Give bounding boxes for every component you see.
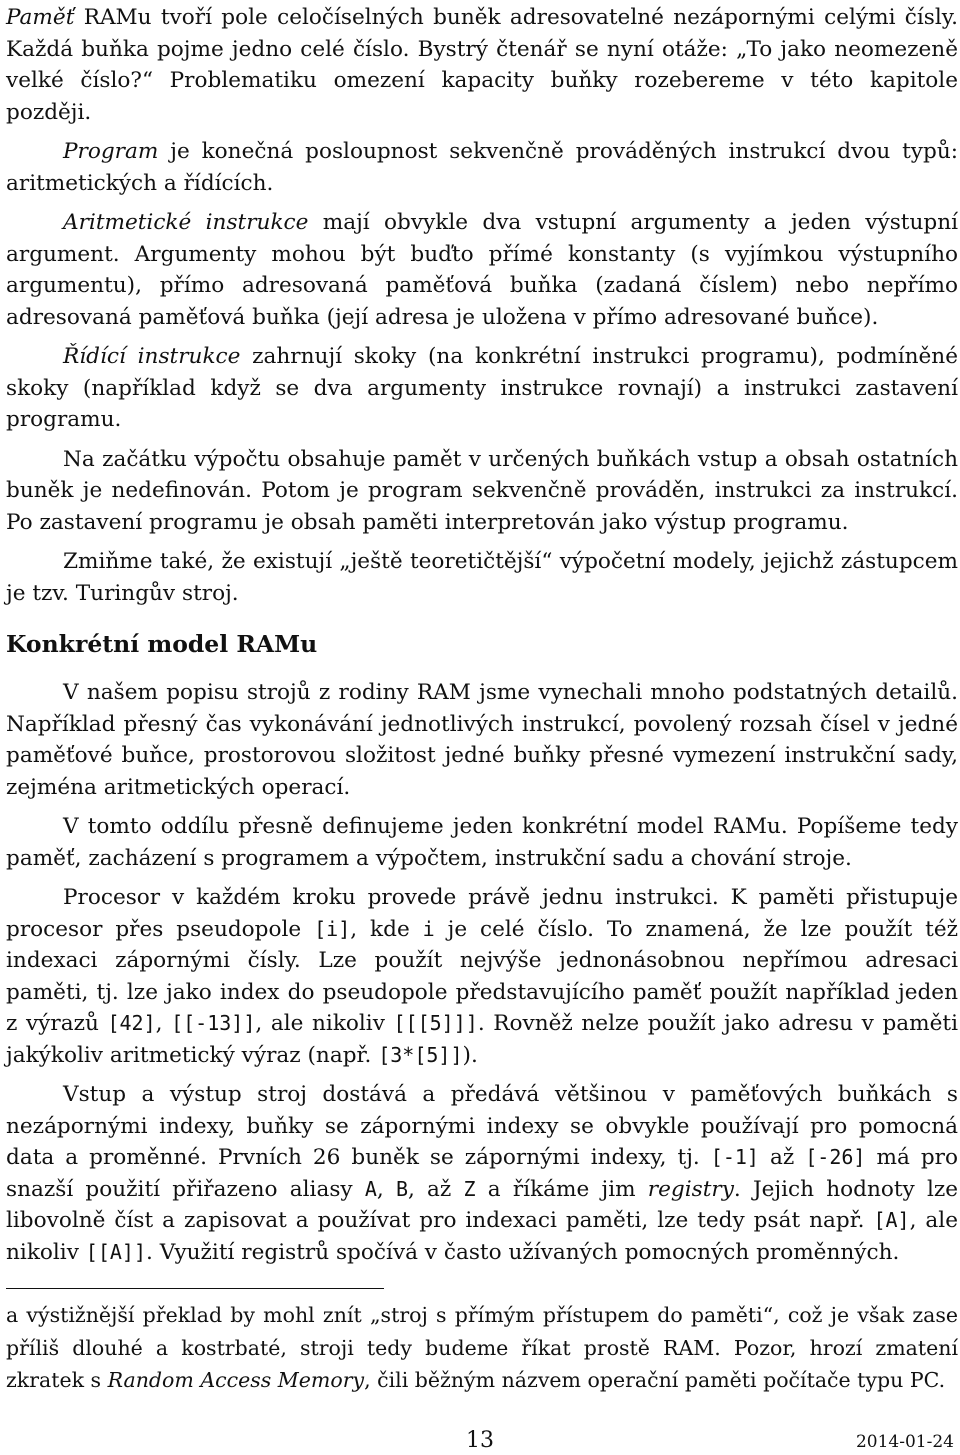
term-memory: Paměť — [6, 5, 75, 30]
term-registers: registry — [647, 1176, 734, 1202]
code-snippet: [i] — [314, 916, 351, 941]
paragraph-turing: Zmiňme také, že existují „ještě teoretičtější“ výpočetní modely, jejichž zástupcem je tzv. Turingův stroj. — [6, 549, 958, 606]
paragraph-definition: V tomto oddílu přesně definujeme jeden konkrétní model RAMu. Popíšeme tedy paměť, zacházení s programem a výpočtem, instrukční sadu a chování stroje. — [6, 814, 958, 871]
code-snippet: [-26] — [805, 1145, 866, 1169]
page-footer — [0, 1428, 960, 1452]
term-arithmetic: Aritmetické instrukce — [63, 210, 309, 235]
paragraph-program: Program je konečná posloupnost sekvenčně prováděných instrukcí dvou typů: aritmetických a řídících. — [6, 139, 958, 196]
section-heading: Konkrétní model RAMu — [6, 630, 318, 658]
term-program: Program — [63, 139, 159, 164]
code-snippet: [[A]] — [85, 1239, 146, 1264]
code-snippet: A — [364, 1176, 377, 1201]
code-snippet: i — [422, 916, 435, 941]
code-snippet: [42] — [107, 1011, 156, 1035]
footnote-text: a výstižnější překlad by mohl znít „stroj s přímým přístupem do paměti“, což je však zase příliš dlouhé a kostrbaté, stroji tedy budeme říkat prostě RAM. Pozor, hrozí zmatení zkratek s Random Access Memory, čili běžným názvem operační paměti počítače typu PC. — [6, 1303, 958, 1392]
code-snippet: [A] — [873, 1208, 910, 1232]
code-snippet: [-1] — [710, 1145, 759, 1169]
footnote — [6, 1299, 958, 1397]
term-random-access-memory: Random Access Memory — [107, 1368, 365, 1392]
page-number: 13 — [466, 1428, 494, 1453]
document-page — [6, 0, 958, 1397]
footnote-rule — [6, 1288, 384, 1289]
paragraph-registers: Vstup a výstup stroj dostává a předává většinou v paměťových buňkách s nezápornými indexy, buňky se zápornými indexy se obvykle používají pro pomocná data a proměnné. Prvních 26 buněk se zápornými indexy, tj. [-1] až [-26] má pro snazší použití přiřazeno aliasy A, B, až Z a říkáme jim registry. Jejich hodnoty lze libovolně číst a zapisovat a používat pro indexaci paměti, lze tedy psát např. [A], ale nikoliv [[A]]. Využití registrů spočívá v často užívaných pomocných proměnných. — [6, 1082, 959, 1265]
code-snippet: B — [395, 1176, 408, 1201]
code-snippet: Z — [463, 1176, 476, 1201]
paragraph-execution: Na začátku výpočtu obsahuje pamět v určených buňkách vstup a obsah ostatních buněk je nedefinován. Potom je program sekvenčně prováděn, instrukci za instrukcí. Po zastavení programu je obsah paměti interpretován jako výstup programu. — [6, 446, 958, 535]
paragraph-control: Řídící instrukce zahrnují skoky (na konkrétní instrukci programu), podmíněné skoky (například když se dva argumenty instrukce rovnají) a instrukci zastavení programu. — [6, 344, 958, 432]
paragraph-processor: Procesor v každém kroku provede právě jednu instrukci. K paměti přistupuje procesor přes pseudopole [i], kde i je celé číslo. To znamená, že lze použít též indexaci zápornými čísly. Lze použít nejvýše jednonásobnou nepřímou adresaci paměti, tj. lze jako index do pseudopole představujícího paměť použít například jeden z výrazů [42], [[-13]], ale nikoliv [[[5]]]. Rovněž nelze použít jako adresu v paměti jakýkoliv aritmetický výraz (např. [3*[5]]). — [6, 885, 959, 1068]
paragraph-arithmetic: Aritmetické instrukce mají obvykle dva vstupní argumenty a jeden výstupní argument. Argumenty mohou být buďto přímé konstanty (s vyjímkou výstupního argumentu), přímo adresovaná paměťová buňka (zadaná číslem) nebo nepřímo adresovaná paměťová buňka (její adresa je uložena v přímo adresované buňce). — [6, 210, 959, 330]
code-snippet: [3*[5]] — [378, 1042, 463, 1067]
paragraph-memory: Paměť RAMu tvoří pole celočíselných buněk adresovatelné nezápornými celými čísly. Každá buňka pojme jedno celé číslo. Bystrý čtenář se nyní otáže: „To jako neomezeně velké číslo?“ Problematiku omezení kapacity buňky rozebereme v této kapitole později. — [6, 5, 958, 125]
code-snippet: [[-13]] — [171, 1011, 256, 1035]
paragraph-details: V našem popisu strojů z rodiny RAM jsme vynechali mnoho podstatných detailů. Například přesný čas vykonávání jednotlivých instrukcí, povolený rozsah čísel v jedné paměťové buňce, prostorovou složitost jedné buňky přesné vymezení instrukční sady, zejména aritmetických operací. — [6, 680, 958, 800]
term-control: Řídící instrukce — [63, 344, 241, 369]
code-snippet: [[[5]]] — [393, 1011, 478, 1035]
footer-date: 2014-01-24 — [855, 1432, 954, 1452]
